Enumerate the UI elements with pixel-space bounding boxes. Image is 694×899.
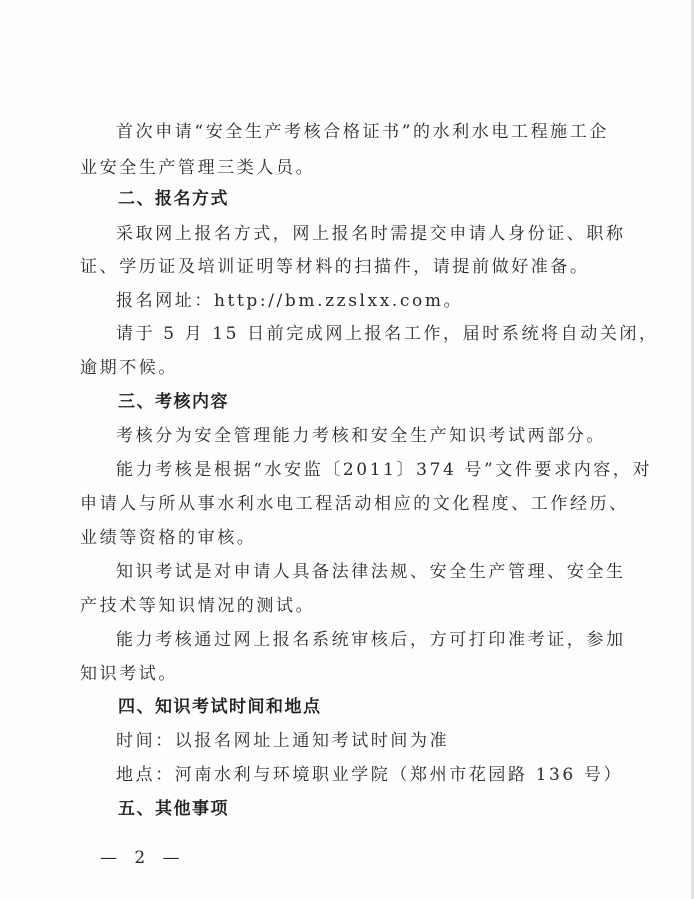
body-line: 知识考试是对申请人具备法律法规、安全生产管理、安全生 (116, 562, 626, 582)
body-line: 能力考核通过网上报名系统审核后，方可打印准考证，参加 (116, 630, 626, 650)
body-line: 申请人与所从事水利水电工程活动相应的文化程度、工作经历、 (80, 494, 629, 514)
body-line: 首次申请“安全生产考核合格证书”的水利水电工程施工企 (116, 122, 609, 142)
body-line: 报名网址：http://bm.zzslxx.com。 (116, 291, 464, 311)
body-line: 知识考试。 (80, 664, 178, 684)
body-line: 证、学历证及培训证明等材料的扫描件，请提前做好准备。 (80, 257, 590, 277)
body-line: 业安全生产管理三类人员。 (80, 158, 316, 178)
body-line: 业绩等资格的审核。 (80, 528, 257, 548)
body-line: 逾期不候。 (80, 358, 178, 378)
section-heading: 三、考核内容 (118, 392, 229, 412)
section-heading: 五、其他事项 (118, 799, 229, 819)
body-line: 采取网上报名方式，网上报名时需提交申请人身份证、职称 (116, 224, 626, 244)
section-heading: 四、知识考试时间和地点 (118, 697, 322, 717)
body-line: 考核分为安全管理能力考核和安全生产知识考试两部分。 (116, 426, 606, 446)
body-line: 产技术等知识情况的测试。 (80, 596, 316, 616)
body-line: 地点：河南水利与环境职业学院（郑州市花园路 136 号） (116, 765, 624, 785)
page-number: — 2 — (100, 848, 186, 868)
body-line: 时间：以报名网址上通知考试时间为准 (116, 731, 450, 751)
body-line: 能力考核是根据“水安监〔2011〕374 号”文件要求内容，对 (116, 460, 653, 480)
section-heading: 二、报名方式 (118, 189, 229, 209)
body-line: 请于 5 月 15 日前完成网上报名工作，届时系统将自动关闭， (116, 324, 659, 344)
